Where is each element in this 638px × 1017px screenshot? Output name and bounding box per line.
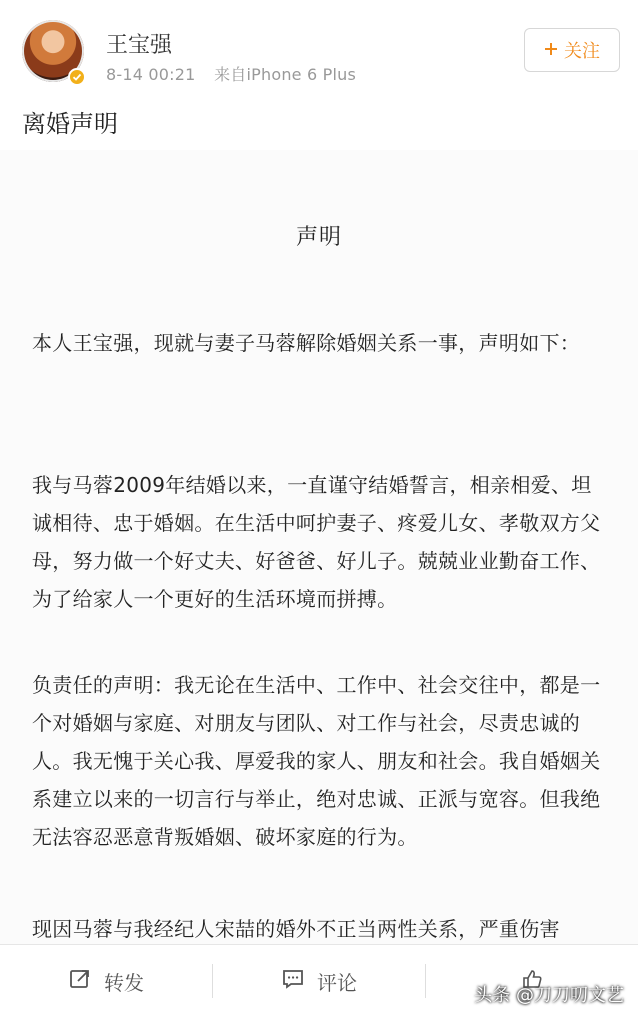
statement-image[interactable]: [0, 150, 638, 960]
comment-icon: [281, 967, 305, 996]
follow-button[interactable]: [524, 28, 620, 72]
comment-button[interactable]: [213, 945, 425, 1017]
post-header: [0, 0, 638, 100]
post-source: 来自iPhone 6 Plus: [214, 65, 357, 84]
statement-paragraph: 负责任的声明：我无论在生活中、工作中、社会交往中，都是一个对婚姻与家庭、对朋友与团队、对工作与社会，尽责忠诚的人。我无愧于关心我、厚爱我的家人、朋友和社会。我自婚姻关系建立以来的一切言行与举止，绝对忠诚、正派与宽容。但我绝无法容忍恶意背叛婚姻、破坏家庭的行为。: [32, 673, 601, 849]
statement-paragraph: 我与马蓉2009年结婚以来，一直谨守结婚誓言，相亲相爱、坦诚相待、忠于婚姻。在生活中呵护妻子、疼爱儿女、孝敬双方父母，努力做一个好丈夫、好爸爸、好儿子。兢兢业业勤奋工作、为了给家人一个更好的生活环境而拼搏。: [32, 473, 601, 611]
comment-label: 评论: [317, 970, 357, 995]
watermark: 头条 @刀刀叨文艺: [474, 985, 624, 1006]
post-date: 8-14 00:21: [106, 65, 196, 84]
repost-icon: [68, 967, 92, 996]
repost-button[interactable]: [0, 945, 212, 1017]
repost-label: 转发: [104, 970, 144, 995]
post-text: 离婚声明: [22, 110, 118, 138]
username[interactable]: 王宝强: [106, 33, 173, 58]
follow-label: 关注: [564, 41, 600, 62]
statement-paragraph: 本人王宝强，现就与妻子马蓉解除婚姻关系一事，声明如下：: [32, 331, 581, 355]
post-meta: [106, 62, 356, 85]
statement-title: 声明: [295, 225, 342, 250]
verified-badge-icon: [68, 68, 86, 86]
plus-icon: [544, 40, 558, 61]
statement-paragraph: 现因马蓉与我经纪人宋喆的婚外不正当两性关系，严重伤害: [32, 917, 560, 941]
